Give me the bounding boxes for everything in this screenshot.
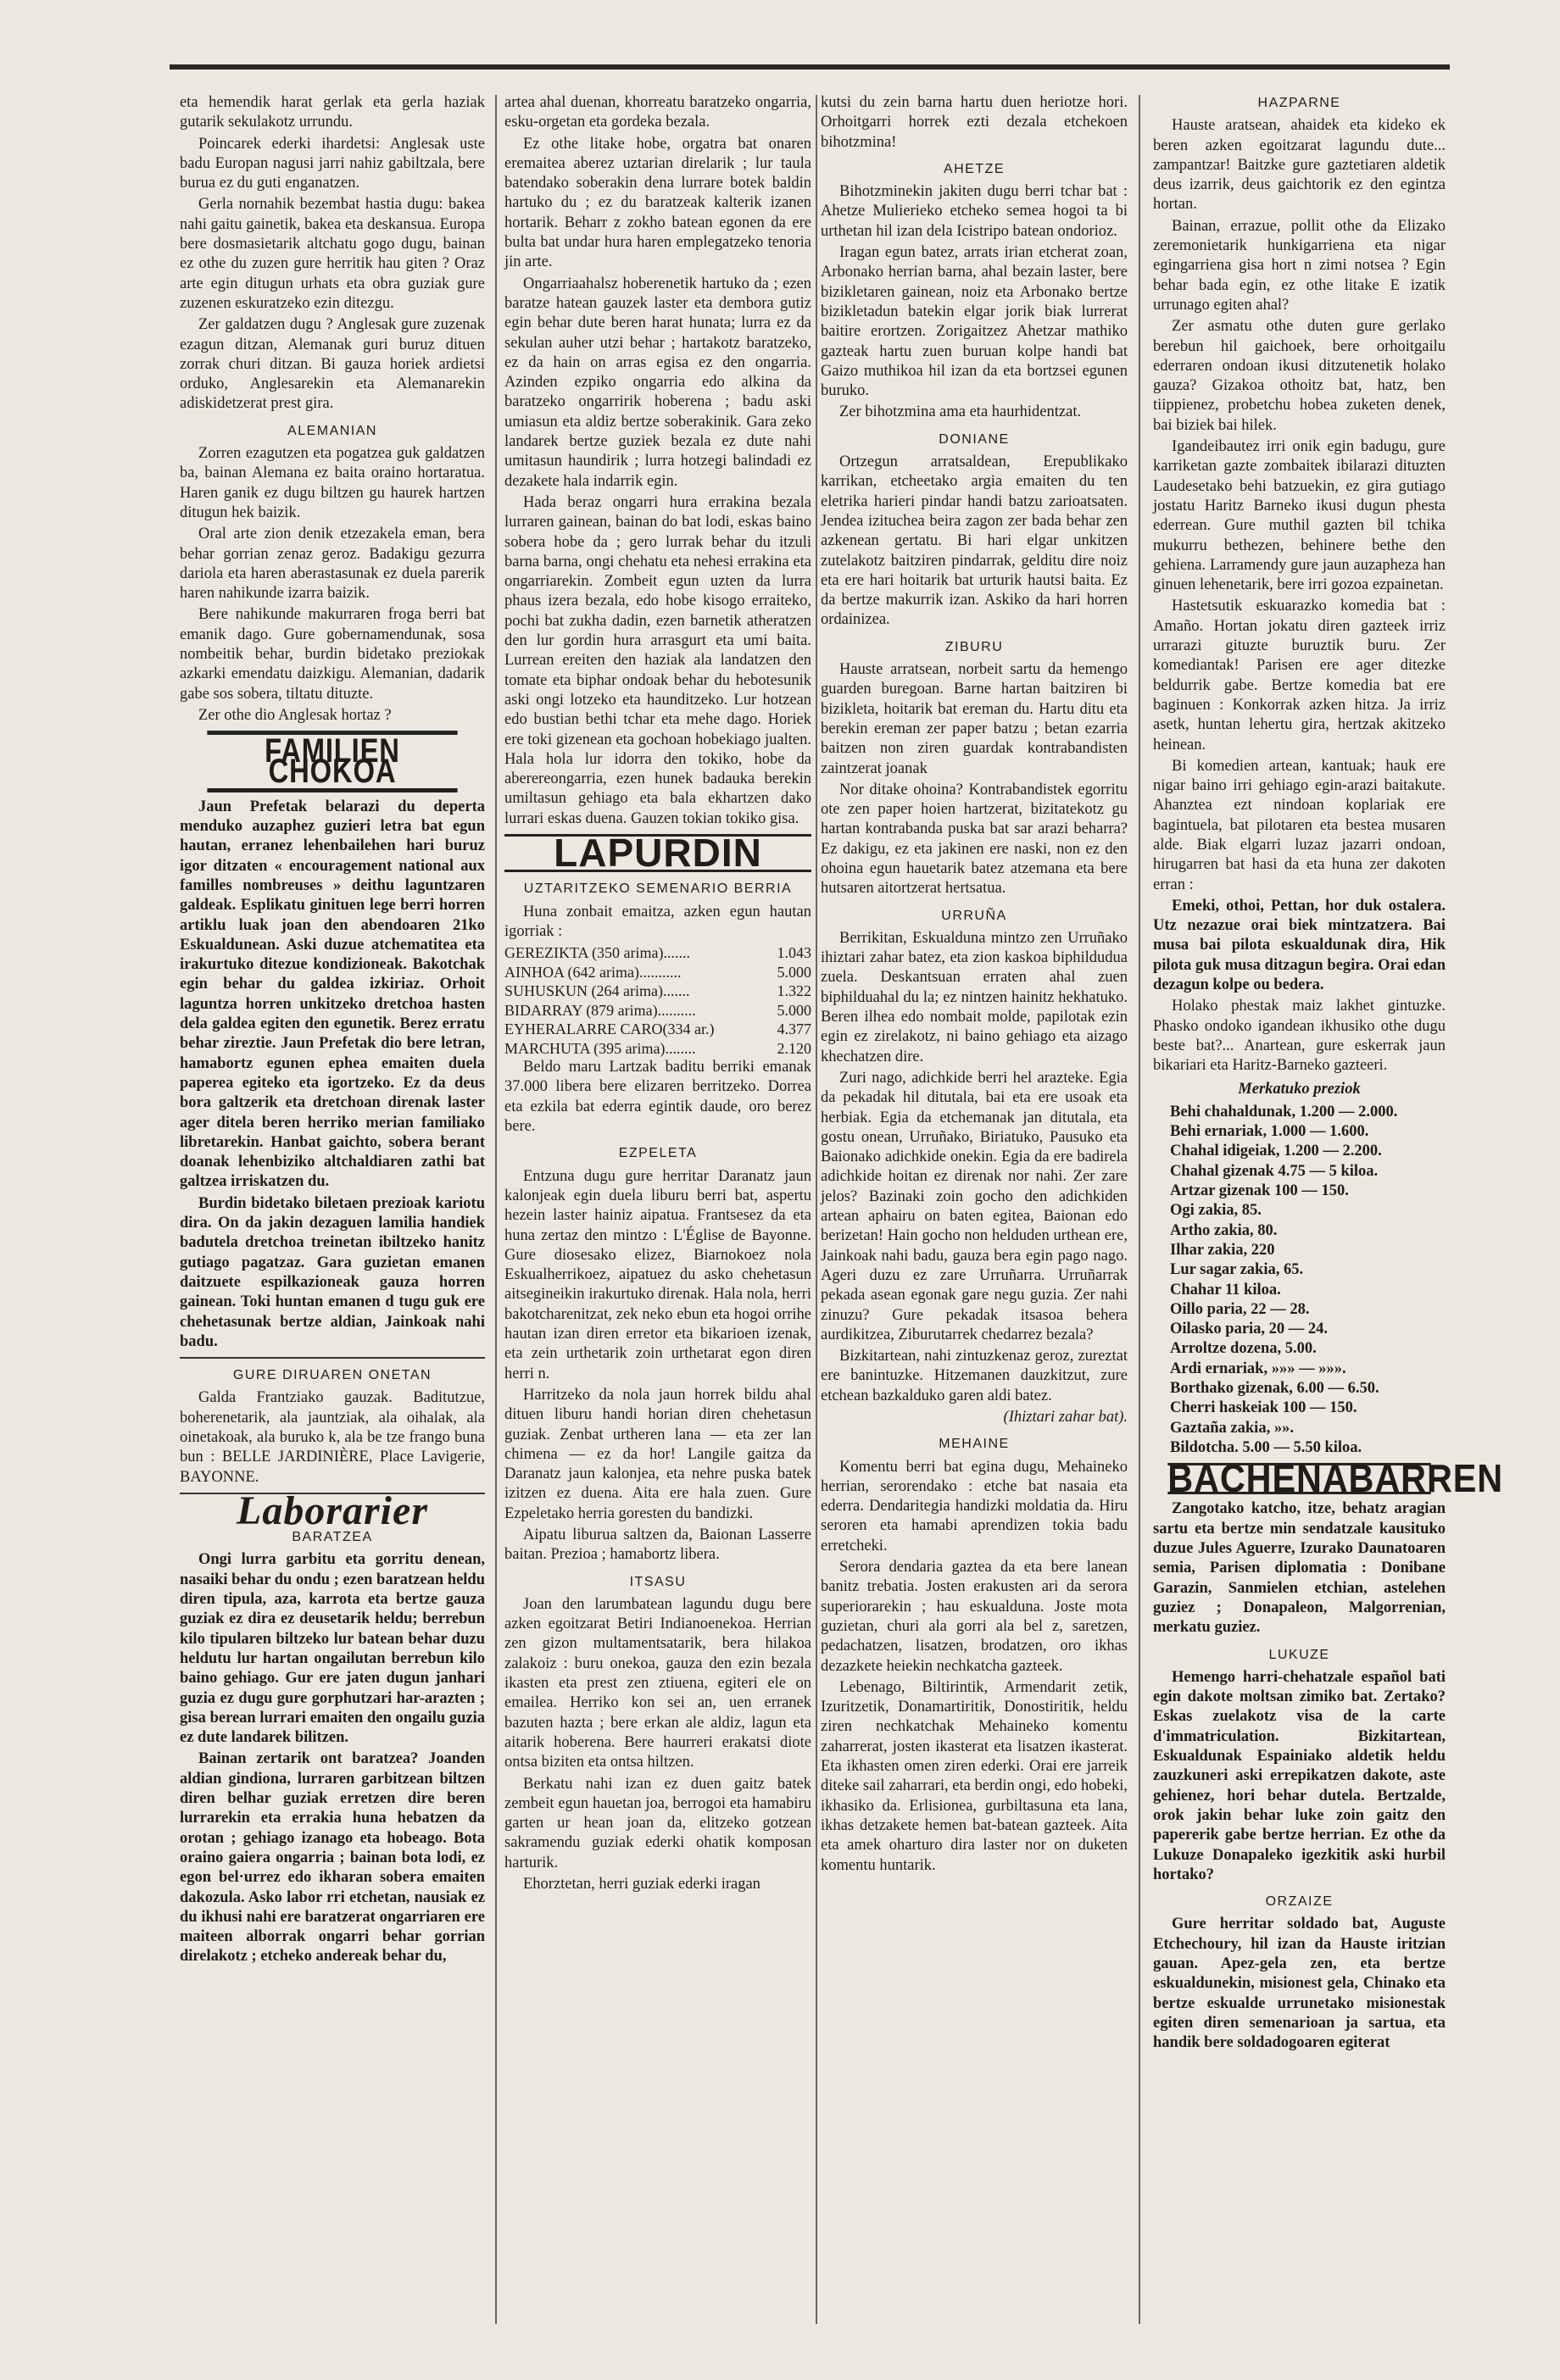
paragraph: Aipatu liburua saltzen da, Baionan Lasserre baitan. Prezioa ; hamabortz libera.: [504, 1526, 811, 1564]
paragraph: kutsi du zein barna hartu duen heriotze hori. Orhoitgarri horrek ezti dezala etchekoen bihotzmina!: [821, 94, 1128, 151]
list-item: Ogi zakia, 85.: [1170, 1202, 1262, 1220]
list-item: Oilasko paria, 20 — 24.: [1170, 1321, 1329, 1338]
list-item: Chahar 11 kiloa.: [1170, 1281, 1281, 1298]
paragraph: Ehorztetan, herri guziak ederki iragan: [523, 1876, 760, 1893]
paragraph: Burdin bidetako biletaen prezioak kariotu dira. On da jakin dezaguen lamilia handiek badutela dretchoa treinetan ibiltzeko hanitz gutiago pagatzaz. Gara guzietan emanen daitzuete espilkazioneak gauza horren gainean. Toki huntan emanen d tugu guk ere chehetasunak bertze aldian, Jainkoak nahi badu.: [180, 1194, 485, 1350]
paragraph: Holako phestak maiz lakhet gintuzke. Phasko ondoko igandean ikhusiko othe dugu beste bat?... Anartean, gure eskerrak jaun bikariari eta Haritz-Barneko gazteeri.: [1153, 998, 1446, 1075]
section-heading: URRUÑA: [941, 908, 1007, 923]
top-rule: [170, 64, 1450, 70]
section-heading: LUKUZE: [1268, 1647, 1330, 1662]
section-heading: GURE DIRUAREN ONETAN: [232, 1368, 432, 1383]
section-banner: FAMILIEN CHOKOA: [207, 731, 457, 792]
list-item: Ardi ernariak, »»» — »»».: [1170, 1360, 1346, 1377]
advertisement: Galda Frantziako gauzak. Baditutzue, boherenetarik, ala jauntziak, ala oihalak, ala oinetakoak, ala buruko k, ala be tze frango buna bun : BELLE JARDINIÈRE, Place Lavigerie, BAYONNE.: [180, 1389, 485, 1486]
list-item-value: 1.322: [777, 982, 811, 1000]
paragraph: Zer bihotzmina ama eta haurhidentzat.: [839, 403, 1082, 421]
list-item: Behi ernariak, 1.000 — 1.600.: [1170, 1123, 1369, 1141]
paragraph: Lebenago, Biltirintik, Armendarit zetik, Izuritzetik, Donamartiritik, Donostiritik, heldu ziren nechkatchak Mehaineko komentu zaharrerat, josten ikasterat eta lisatzen ikasterat. Eta ikhasten omen ziren ederki. Orai ere jarreik diteke sail zaharrari, eta berdin ongi, edo hobeki, ikhasiko da. Erlisionea, gurbiltasuna eta lana, ikhas detzakete hemen bat-batean gazteek. Aita eta amek oharturo dira laster nor on duketen komentu huntarik.: [821, 1678, 1128, 1874]
list-item-name: EYHERALARRE CARO(334 ar.): [504, 1020, 715, 1038]
column-4: [1153, 93, 1504, 2331]
paragraph: Bizkitartean, nahi zintuzkenaz geroz, zureztat ere banintuzke. Hitzemanen dauzkitzut, zure etchean bazkalduko garen aldi batez.: [821, 1348, 1128, 1404]
paragraph: Zorren ezagutzen eta pogatzea guk galdatzen ba, bainan Alemana ez baita oraino hortaratua. Haren ganik ez dugu biltzen gu haurek hartzen ditugun hek baizik.: [180, 445, 485, 521]
list-item: Bildotcha. 5.00 — 5.50 kiloa.: [1170, 1438, 1362, 1456]
column-divider: [816, 95, 817, 2324]
paragraph: Hemengo harri-chehatzale español bati egin dakote moltsan zimiko bat. Zertako? Eskas zuelakotz visa de la carte d'immatriculation. Bizkitartean, Eskualdunak Espainiako aldetik heldu zauzkuneri aski errepikatzen dakote, aste gehienez, hori behar dutela. Bertzalde, orok jakin behar luke zoin gaitz den papererik gabe bertze herrian. Ez othe da Lukuze Donapaleko igezkitik aski hurbil hortako?: [1153, 1668, 1446, 1883]
paragraph: Bainan, errazue, pollit othe da Elizako zeremonietarik hunkigarriena eta nigar egingarriena gisa hort n zimi notsea ? Egin behar bada egin, ez othe litake E izatik urrunago egiten ahal?: [1153, 217, 1446, 314]
list-item: Arroltze dozena, 5.00.: [1170, 1340, 1317, 1358]
list-item: Artzar gizenak 100 — 150.: [1170, 1182, 1349, 1200]
paragraph: Oral arte zion denik etzezakela eman, bera behar gorrian zenaz geroz. Badakigu gezurra dariola eta haren aberastasunak ez duela parerik haren nahikunde izarra baizik.: [180, 525, 485, 603]
paragraph: Gerla nornahik bezembat hastia dugu: bakea nahi gaitu gainetik, bakea eta deskansua. Europa bere dosmasietarik altchatu gogo dugu, bainan ez othe du zuzen gure herritik hau giten ? Oraz arte egin ditugun urhats eta obra guziak gure zuzenen eskuratzeko ezin ditezgu.: [180, 196, 485, 312]
paragraph: Ongi lurra garbitu eta gorritu denean, nasaiki behar du ondu ; ezen baratzean heldu diren tipula, aza, karrota eta bertze gauza guziak ez dira ez deusetarik heldu; berrebun kilo tipularen biltzeko lur batean behar duzu heldutu lur hartan ongailutan berrebun kilo baino gehiago. Gur ere jaten dugun janhari guzia ez dugu gure gorphutzari har-arazten ; gisa berean lurrari emaiten den ongailu guzia ez dute landarek bilitzen.: [180, 1551, 485, 1747]
paragraph: Zer asmatu othe duten gure gerlako berebun hil gaichoek, bere orhoitgailu ederraren ondoan ikusi ditzutenetik holako gauza? Gizakoa othoitz bat, hatz, ben tiippienez, probetchu hobea zuketen denek, bai biziek bai hilek.: [1153, 318, 1446, 434]
signature: (Ihiztari zahar bat).: [1003, 1409, 1128, 1426]
section-heading: ZIBURU: [944, 639, 1004, 654]
list-item-value: 5.000: [777, 1001, 811, 1019]
paragraph: Poincarek ederki ihardetsi: Anglesak uste badu Europan nagusi jarri nahiz gabiltzala, bere burua ez du guti enganatzen.: [180, 135, 485, 192]
list-item: Ilhar zakia, 220: [1170, 1241, 1275, 1259]
paragraph: Berrikitan, Eskualduna mintzo zen Urruñako ihiztari zahar batez, eta zion kaskoa biphildudua zuela. Deskantsuan erraten ahal zuen biphilduahal du la; ez nintzen hainitz hekhatuko. Beren ilhea edo nombait molde, papilotak ezin egin ez zirelakotz, ni baino gehiago eta aizago khechatzen dire.: [821, 929, 1128, 1065]
paragraph: Zer othe dio Anglesak hortaz ?: [198, 706, 392, 724]
paragraph: Zangotako katcho, itze, behatz aragian sartu eta bertze min sendatzale kausituko duzue Jules Aguerre, Izurako Daunatoaren semia, Parisen diplomatia : Donibane Garazin, Sanmielen etchian, astelehen guziez ; Donapaleon, Malgorrenian, merkatu guziez.: [1153, 1500, 1446, 1637]
column-divider: [1139, 95, 1140, 2324]
paragraph: Berkatu nahi izan ez duen gaitz batek zembeit egun hauetan joa, berrogoi eta hamabiru garten ur hean joan da, elitzeko gotzean sakramendu guziak ederki ohatik komposan harturik.: [504, 1775, 811, 1871]
section-heading: ALEMANIAN: [287, 423, 377, 438]
section-heading: UZTARITZEKO SEMENARIO BERRIA: [523, 881, 793, 897]
paragraph: Serora dendaria gaztea da eta bere lanean banitz trebatia. Josten erakusten ari da serora superiorarekin ; hau eskualduna. Joste mota guzietan, churi ala gorri ala bel z, saretzen, pedachatzen, lisatzen, brodatzen, oro ikhas dezazkete heiekin nechkatcha gazteek.: [821, 1559, 1128, 1675]
list-item: Artho zakia, 80.: [1170, 1221, 1278, 1239]
list-item-name: SUHUSKUN (264 arima).......: [504, 982, 690, 1000]
donation-list: [504, 943, 811, 1058]
divider: [180, 1357, 485, 1359]
paragraph: eta hemendik harat gerlak eta gerla haziak gutarik sekulakotz urrundu.: [180, 94, 485, 131]
list-item-value: 5.000: [777, 963, 811, 981]
section-heading: EZPELETA: [618, 1146, 698, 1161]
paragraph: Hauste aratsean, ahaidek eta kideko ek beren azken egoitzarat lagundu dute... zampantzar! Baitzke gure gaztetiaren aldetik deus izarrik, deus gaichtorik ez den egintza hortan.: [1153, 117, 1446, 214]
list-item: Borthako gizenak, 6.00 — 6.50.: [1170, 1380, 1379, 1397]
list-item: [504, 1039, 811, 1059]
section-heading: HAZPARNE: [1257, 96, 1341, 110]
list-item: [504, 1001, 811, 1020]
list-item-name: AINHOA (642 arima)...........: [504, 963, 682, 981]
list-item-name: MARCHUTA (395 arima)........: [504, 1039, 696, 1057]
list-item: Chahal gizenak 4.75 — 5 kiloa.: [1170, 1162, 1379, 1180]
column-divider: [495, 95, 497, 2324]
paragraph: Jaun Prefetak belarazi du deperta menduko auzaphez guzieri letra bat egun hautan, erranez lehenbailehen hari buruz igor ditzaten « encouragement national aux familles nombreuses » deithu laguntzaren galdeak. Esplikatu ginituen lege berri horren artiklu luak joan den abendoaren 21ko Eskualdunean. Aski duzue atchematitea eta irakurtuko ditezue kondizioneak. Bakotchak egin behar du galdea izkiriaz. Orhoit laguntza horren unkitzeko dretchoa hasten dela galdea egiten den egunetik. Berez erratu behar zireztie. Jaun Prefetak dio bere letran, hamabortz egunen ephea emaiten duela paperea egiteko eta igortzeko. Ez da deus bora galtzerik eta dretchoan direnak laster ager ditela beren herriko merian familiako libretarekin. Hanbat gaichto, sobera berant doanak lehenbiziko altchaldiaren zathi bat galtzea irriskatzen du.: [180, 798, 485, 1191]
section-heading: MEHAINE: [939, 1437, 1010, 1452]
paragraph: artea ahal duenan, khorreatu baratzeko ongarria, esku-orgetan eta gordeka bezala.: [504, 94, 811, 131]
list-item: Lur sagar zakia, 65.: [1170, 1261, 1304, 1279]
section-banner: LAPURDIN: [504, 834, 811, 872]
paragraph: Zuri nago, adichkide berri hel arazteke. Egia da pekadak hil ditutala, bai eta ere usoak eta herbiak. Egia da etchemanak jan ditutala, eta gostu onean, Urruñako, Biriatuko, Pausuko eta Baionako adichkide onekin. Egia da ere badirela adichkide hoitan ez direnak nor nahi. Zer zare jelos? Bazinaki zoin gocho den adichkiden artean aphairu on baten egitea, Baionan edo berizetan! Hain gocho non helduden urthean ere, Jainkoak nahi badu, gauza bera egin pago nago. Ageri duzu ez zare Urruñarra. Urruñarrak pekada asean egonak gare negu guzia. Zer nahi zinuzu? Gure pekadak itsasoa behera aurdikitzea, Ziburutarrek chedarrez bezala?: [821, 1069, 1128, 1343]
paragraph: Beldo maru Lartzak baditu berriki emanak 37.000 libera bere elizaren berritzeko. Dorrea eta ezkila bat ederra egintik daude, oro berez bere.: [504, 1059, 811, 1136]
list-item: [504, 981, 811, 1001]
list-item-value: 1.043: [777, 944, 811, 962]
section-heading: AHETZE: [943, 161, 1006, 176]
paragraph: Ez othe litake hobe, orgatra bat onaren eremaitea aberez uztarian direlarik ; lur taula batendako soberakin dena lurrare botek baldin hartuko du ; ez du baratzeak kalterik izanen hortarik. Beharr z zokho batean egonen da ere bulta bat undar hura haren emplegatzeko tenoria jin arte.: [504, 135, 811, 271]
section-heading: DONIANE: [939, 431, 1010, 447]
paragraph: Bi komedien artean, kantuak; hauk ere nigar baino irri gehiago egin-arazi baitakute. Ahanztea ezt nindoan koplariak ere bagintuela, bat pilotaren eta bestea musaren alde. Biak elgarri luzaz jazarri ondoan, hirugarren bat hasi da eta huna zer dakoten erran :: [1153, 757, 1446, 893]
list-item: Chahal idigeiak, 1.200 — 2.200.: [1170, 1143, 1382, 1160]
section-heading: ITSASU: [629, 1574, 687, 1589]
list-item: Oillo paria, 22 — 28.: [1170, 1300, 1310, 1318]
section-heading: ORZAIZE: [1265, 1894, 1334, 1910]
paragraph: Iragan egun batez, arrats irian etcherat zoan, Arbonako herrian barna, ahal bezain laster, bere bizikletaren gainean, noiz eta Arbonako bertze bizikletadun batekin elgar jorik biak lurrerat baitire erortzen. Zorigaitzez Ahetzar mathiko gazteak hartu zuen buruan kolpe handi bat Gaizo muthikoa hil izan da eta bortzsei egunen buruko.: [821, 244, 1128, 400]
paragraph: Nor ditake ohoina? Kontrabandistek egorritu ote zen paper hoien hartzerat, bizitatekotz gu hartan kontrabanda puska bat sar arazi beharra? Ez dakigu, ez eta jakinen ere naski, non ez den ohoina egun hauetarik batez atzemana eta bere hutsaren aitortzerat hertsatua.: [821, 781, 1128, 898]
section-heading: Merkatuko preziok: [1238, 1080, 1361, 1098]
paragraph: Ongarriaahalsz hoberenetik hartuko da ; ezen baratze hatean gauzek laster eta dembora gutiz egin behar dute beren harat hunata; lurra ez da sekulan auher utzi behar ; hartakotz baratzeko, ez da hain on arras egisa ez den ongarria. Azinden ezpiko ongarria edo alkina da baratzeko ongarririk hoberena ; badu aski umiasun eta aldiz bertze soberakinik. Gara zeko landarek bertze guziek bezala ez dute nahi umitasun haundirik ; lurra hotzegi balindadi ez dezakete hala indarrik egin.: [504, 275, 811, 490]
paragraph: Hastetsutik eskuarazko komedia bat : Amaño. Hortan jokatu diren gazteek irriz urrarazi gituzte buruztik buru. Zer komediantak! Parisen ere ager ditezke beldurrik gabe. Bertze komedia bat ere baginuen : Konkorrak azken hitza. Ja irriz asetk, huntan lehertu gira, hertzak akitzeko heinean.: [1153, 598, 1446, 753]
price-list: [1153, 1103, 1446, 1458]
paragraph: Harritzeko da nola jaun horrek bildu ahal dituen liburu handi horian diren chehetasun guziak. Zenbat urtheren lana — eta zer lan chimena — ez da hor! Langile gaitza da Daranatz jaun kalonjea, eta nehre puska batek izitzen ez duena. Aita ere hala zuen. Gure Ezpeletako herria goresten du bandizki.: [504, 1386, 811, 1522]
list-item-value: 4.377: [777, 1020, 811, 1038]
list-item: [504, 943, 811, 963]
list-item-value: 2.120: [777, 1039, 811, 1057]
paragraph: Komentu berri bat egina dugu, Mehaineko herrian, serorendako : etche bat nasaia eta ederra. Dendaritegia handizki moldatia da. Hiru seroren eta hamabi aprendizen tokia badu erretcheki.: [821, 1458, 1128, 1554]
list-item: Cherri haskeiak 100 — 150.: [1170, 1399, 1357, 1417]
list-item-name: BIDARRAY (879 arima)..........: [504, 1001, 696, 1019]
paragraph: Hauste arratsean, norbeit sartu da hemengo guarden buregoan. Barne hartan baitziren bi bizikleta, hoitarik bat ereman du. Hartu ditu eta berekin ereman zer paper batzu ; betan ezarria baitzen non ziren guardak kontrabandisten zaintzerat joanak: [821, 661, 1128, 777]
list-item: Gaztaña zakia, »».: [1170, 1419, 1294, 1437]
section-banner: Laborarier: [237, 1488, 428, 1533]
paragraph: Zer galdatzen dugu ? Anglesak gure zuzenak ezagun ditzan, Alemanak guri buruz dituen zorrak churi ditzan. Bi gauza horiek ardietsi orduko, Anglesarekin eta Alemanarekin adiskidetzerat prest gira.: [180, 316, 485, 413]
column-2: [504, 93, 811, 2331]
paragraph: Ortzegun arratsaldean, Erepublikako karrikan, etcheetako argia emaiten du ten eletrika harieri pindar handi batzu zarioatsaten. Jendea izituchea beira zagon zer bada behar zen azkenean gertatu. Bi hari elgar unkitzen zutelakotz baitziren pindarrak, gelditu dire noiz eta ere hari hoitarik bat urturik hautsi baita. Ez da bertze makurrik izan. Askiko da hari horren ordainizea.: [821, 453, 1128, 629]
paragraph: Huna zonbait emaitza, azken egun hautan igorriak :: [504, 903, 811, 940]
column-3: [821, 93, 1128, 2331]
paragraph: Hada beraz ongarri hura errakina bezala lurraren gainean, bainan do bat lodi, eskas baino sobera hobe da ; gero lurrak behar du itzuli barna barna, ongi chehatu eta nehesi errakina eta ongarriarekin. Zombeit egun uzten da lurra phaus izera bezala, edo hobe kisogo erraiteko, pochi bat zukha dadin, ezen barnetik atheratzen den lur gordin hura arrasgurt eta umi baita. Lurrean ereiten den haziak ala landatzen den tomate eta biphar ondoak behar du hebotesunik aski ongi lotzeko eta haunditzeko. Lur hotzean edo bustian bethi tchar eta mehe dago. Horiek ere toki gizenean eta gochoan hobekiago jualten. Hala hola lur idorra den tokiko, hobe da aberereongarria, ezen hunek badauka berekin umiltasun gehiago eta bala ekhartzen dako lurrari eskas duena. Gauzen tokian tokiko gisa.: [504, 493, 811, 827]
verse: Emeki, othoi, Pettan, hor duk ostalera. Utz nezazue orai biek mintzatzera. Bai musa bai pilota eskualdunak dira, Hik pilota guk musa ditzagun begira. Orai edan dezagun kolpe ou bedera.: [1153, 897, 1446, 994]
paragraph: Bere nahikunde makurraren froga berri bat emanik dago. Gure gobernamendunak, sosa nombeitik behar, burdin bidetako preziokak azkarki emendatu daizkigu. Alemanian, dadarik gabe sos sobera, tiltatu dituzte.: [180, 606, 485, 703]
list-item-name: GEREZIKTA (350 arima).......: [504, 944, 691, 962]
list-item: Behi chahaldunak, 1.200 — 2.000.: [1170, 1103, 1398, 1120]
paragraph: Entzuna dugu gure herritar Daranatz jaun kalonjeak egin duela liburu berri bat, aspertu hezein laster hainiz aipatua. Frantsesez da eta huna zertaz den mintzo : L'Église de Bayonne. Gure diosesako elizez, Biarnokoez nola Eskualherrikoez, aipatuez du asko chehetasun aitsegineikin irakurtuko direnak. Hala nola, herri bakotcharenitzat, zek neko ebun eta hogoi orrihe hautan izan diren erretor eta bikarioen izenak, eta zein urthetarik zoin urthetarat egon diren herri n.: [504, 1167, 811, 1382]
column-1: [180, 93, 485, 2331]
paragraph: Joan den larumbatean lagundu dugu bere azken egoitzarat Betiri Indianoenekoa. Herrian zen gizon multamentsatarik, bera hilakoa zalakoiz : buru onekoa, gauza den ezin bezala ikasten eta prest zen ztiuena, egiteri ele on emailea. Herriko kon sei an, uen erranek bazuten hazta ; bere erkan ale aldiz, lagun eta aitarik hoberena. Bere haurreri erakatsi diote ontsa biziten eta ontsa hiltzen.: [504, 1595, 811, 1771]
paragraph: Bihotzminekin jakiten dugu berri tchar bat : Ahetze Mulierieko etcheko semea hogoi ta bi urthetan hil izan dela Icistripo batean ondorioz.: [821, 183, 1128, 240]
paragraph: Gure herritar soldado bat, Auguste Etchechoury, hil izan da Hauste iritzian gauan. Apez-gela zen, eta bertze eskualdunekin, misionest gela, Chinako eta bertze eskualde urrunetako misionestak egiten diren semenarioan ja sartua, eta handik bere soldadogoaren egiterat: [1153, 1916, 1446, 2052]
section-heading: BARATZEA: [292, 1530, 373, 1545]
list-item: [504, 963, 811, 982]
section-banner: BACHENABARREN: [1167, 1456, 1504, 1501]
list-item: [504, 1020, 811, 1039]
paragraph: Bainan zertarik ont baratzea? Joanden aldian gindiona, lurraren garbitzean biltzen diren belhar guziak erretzen dire beren lurrarekin eta errakia huna hebatzen da orotan ; gehiago izanago eta hobeago. Bota oraino gaiera ongarria ; bainan bota lodi, ez egon bel·urrez edo ikharan sobera emaiten dakozula. Asko labor rri etchetan, nausiak ez du ikhusi nahi ere baratzerat ongarriaren ere maiteen alborrak ongarri behar gorrian direlakotz ; etcheko andereak behar du,: [180, 1750, 485, 1966]
paragraph: Igandeibautez irri onik egin badugu, gure karriketan gazte zombaitek ibilarazi dituzten Laudesetako behi batzuekin, ez gira gutiago jostatu Haritz Barneko ikusi dugun phesta ederrean. Gure muthil gazten bil tchika mukurru bethezen, behinere bethe den gehiena. Larramendy gure jaun auzapheza han ginuen lehenetarik, bere irri gozoa ezpainetan.: [1153, 438, 1446, 594]
